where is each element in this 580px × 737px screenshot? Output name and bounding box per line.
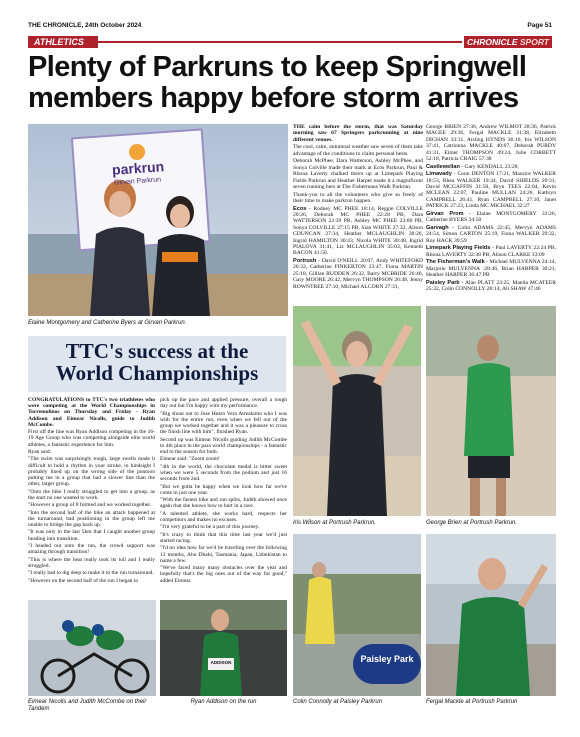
ttc-p8: "I headed out onto the run, the crowd support was amazing through transition!: [28, 542, 155, 556]
girvan-label: Girvan Prom: [426, 210, 464, 217]
page-number: Page 51: [527, 22, 552, 29]
photo-colin-illustration: [293, 534, 421, 696]
portrush-results: - David O'NEILL 20:07, Andy WHITEFORD 20:32, Catherine FINKERTON 23:47, Fiona MARTIN 25:18, Gillian RUDDEN 26:32, Barry MCBRIDE 26:40, Gary MOORE 26:42, Mervyn THOMPSON 26:48, Jenny ROWNTREE 27:10, Michael ALCORN 27:31,: [293, 258, 423, 290]
limavady-results: - Conn DENTON 17:21, Maurice WALKER 18:53, Rhea WALKER 19:34, David SHIELDS 20:31, David MCGAFFIN 21:50, Bryn TEES 22:04, Kevin MCLEAN 22:07, Pauline MULLAN 24:26, Kathryn CAMPBELL 26:41, Ryan CAMPBELL 27:10, Janet PATRICK 27:23, Linda MC MICHAEL 32:27: [426, 171, 556, 210]
ttc-c2p10: "It's crazy to think that this time last year we'd just started racing.: [160, 531, 287, 544]
section-sport: SPORT: [519, 37, 550, 47]
paisley-results: - Alan PLATT 23:25, Maeila MCATEER 25:32, Colin CONNOLLY 28:14, Ali SHAW 47:46: [426, 279, 557, 293]
photo-tandem: [28, 600, 156, 696]
photo-iris-wilson: [293, 306, 421, 516]
ttc-c2p7: "With the fastest bike and run splits, Judith showed once again that she knows how to hurt in a race.: [160, 497, 287, 510]
ttc-c2p4: Eimear said: "Zoom zoom!: [160, 456, 220, 463]
board-brand: parkrun: [111, 158, 165, 178]
caption-george: George Brien at Portrush Parkrun.: [426, 520, 518, 526]
ttc-p3: "The swim was surprisingly tough, large swells made it difficult to hold a rhythm in your stroke, in hindsight I probably lined up on the wrong side of the pontoon putting me in a group that had a slower line than the other, larger group.: [28, 456, 155, 488]
ttc-c2p8: "A talented athlete, she works hard, respects her competitors and makes no excuses.: [160, 510, 287, 523]
ttc-p7: "It was only in the last 5km that I caught another group heading into transition.: [28, 529, 155, 542]
paisley-label: Paisley Park: [426, 279, 460, 286]
lead-p1: The cool, calm, autumnal weather saw seven of them take advantage of the conditions to claim personal bests.: [293, 144, 423, 157]
section-label-athletics: ATHLETICS: [28, 36, 98, 48]
ttc-p10: "I really had to dig deep to make it to the run turnaround.: [28, 570, 154, 577]
ttc-p4: "Onto the bike I really struggled to get into a group, as the start no one wanted to work.: [28, 488, 155, 501]
ttc-c2p6: "But we gotta be happy when we look how far we've come in just one year.: [160, 483, 287, 496]
caption-tandem: Eimear Nicolls and Judith McCombe on their Tandem: [28, 699, 147, 712]
garvagh-label: Garvagh: [426, 224, 449, 231]
limepark-results: - Paul LAVERTY 22:24 PB, Rhona LAVERTY 32:38 PB, Alison CLARKE 33:09: [426, 245, 556, 258]
ttc-p9: "This is where the heat really took its toll and I really struggled.: [28, 556, 155, 569]
ttc-title-line1: TTC's success at the: [65, 339, 249, 363]
caption-colin: Colin Connolly at Paisley Parkrun: [293, 699, 383, 705]
ttc-title: [28, 340, 286, 384]
photo-ryan-addison: [160, 600, 287, 696]
castlewellan-label: Castlewellan: [426, 163, 460, 170]
section-chronicle: CHRONICLE: [466, 37, 518, 47]
photo-fergal-mackle: [426, 534, 556, 696]
ttc-title-line2: World Championships: [55, 361, 259, 385]
lead-intro: THE calm before the storm, that was Saturday morning saw 67 Springers parkrunning at nine different venues.: [293, 124, 423, 143]
photo-george-illustration: [426, 306, 556, 516]
ecos-label: Ecos: [293, 205, 307, 212]
ttc-c2p12: "We've faced many many obstacles over the year and hopefully that's the big ones out of the way for good," added Eimear.: [160, 565, 287, 584]
ttc-p11: "However on the second half of the run I began to: [28, 577, 139, 584]
photo-girvan-parkrun: [28, 124, 288, 316]
limepark-label: Limepark Playing Fields: [426, 245, 491, 252]
fishermans-walk-results: - Michael MULVENNA 24:14, Marjorie MULVENNA :28:46, Brian HARPER 30:21, Heather HARPER 36:47 PB: [426, 259, 556, 279]
ttc-c2p1: pick up the pace and applied pressure, overall a tough day out but I'm happy with my performance.: [160, 397, 287, 410]
ttc-p1: First off the line was Ryan Addison competing in the 16-19 Age Group who was competing alongside elite world athletes, a fantastic experience for him.: [28, 429, 155, 448]
portrush-results-cont: George BRIEN 27:36, Andrew WILMOT 28:36, Patrick MAGEE 29:36, Fergal MACKLE 31:38, Elizabeth DIGHAN 33:31, Aisling HYNDS 36:16, Iris WILSON 37:41, Catrionna MACKLE 40:07, Deborah PURDY 41:31, Eimer THOMPSON 49:24, Julie CORBETT 52:18, Patricia CRAIG 57:38: [426, 124, 556, 163]
bib-ryan: ADDISON: [210, 660, 232, 665]
ttc-c2p9: "I'm very grateful to be a part of this journey.: [160, 524, 260, 531]
photo-ryan-illustration: [160, 600, 287, 696]
page-header: [28, 22, 552, 32]
section-rule: [98, 41, 462, 43]
ttc-c2p11: "I'd no idea how far we'd be traveling over the following 12 months, Abu Dhabi, Tasmania, Japan, Uzbekistan to name a few.: [160, 545, 287, 564]
castlewellan-results: - Gary KENDALL 23:28,: [459, 163, 519, 170]
ttc-c2p2: "Big shout out to Jose Hearn Vera Atreakimo who I was with for the entire run, even when we fell out of the group we worked together and it was a pleasure to cross the finish line with him", finished Ryan.: [160, 410, 287, 436]
section-label-chronicle-sport: [464, 36, 552, 48]
article-lead-column: [293, 124, 423, 300]
caption-girvan: Elaine Montgomery and Catherine Byers at Girvan Parkrun.: [28, 320, 187, 326]
board-event: Girvan Parkrun: [113, 176, 162, 187]
caption-ryan: Ryan Addison on the run: [190, 699, 257, 705]
results-column: [426, 124, 556, 300]
ttc-p5: "However a group of 8 formed and we worked together.: [28, 502, 152, 509]
ttc-column-1: [28, 397, 155, 587]
photo-tandem-illustration: [28, 600, 156, 696]
ttc-c2p5: "4th in the world, the chocolate medal is bitter sweet when we were 5 seconds from the podium and just 16 seconds from 2nd.: [160, 463, 287, 483]
ttc-c2p3: Second up was Eimear Nicolls guiding Judith McCombe to 4th place in the para world championships - a fantastic end to the season for both.: [160, 436, 287, 455]
portrush-label: Portrush: [293, 258, 317, 265]
caption-fergal: Fergal Mackle at Portrush Parkrun: [426, 699, 518, 705]
headline: Plenty of Parkruns to keep Springwell members happy before storm arrives: [28, 51, 527, 114]
paper-date: THE CHRONICLE, 24th October 2024: [28, 22, 142, 29]
girvan-results: - Elaine MONTGOMERY 33:26, Catherine BYERS 34:50: [426, 210, 557, 224]
photo-george-brien: [426, 306, 556, 516]
ttc-p6: "Into the second half of the bike an attack happened at the turnaround, bad positioning in the group left me unable to bridge the gap back up.: [28, 509, 155, 528]
lead-p3: Thank-you to all the volunteers who give so freely of their time to make parkrun happen.: [293, 191, 423, 205]
section-bar: [28, 36, 552, 48]
fishermans-walk-label: The Fisherman's Walk: [426, 259, 485, 266]
paisley-banner-text: Paisley Park: [360, 654, 414, 664]
caption-iris: Iris Wilson at Portrush Parkrun.: [293, 520, 376, 526]
limavady-label: Limavady: [426, 171, 452, 178]
lead-p2: Deborah McPhee, Dara Watterson, Ashley McPhee, and Sonya Colville made their mark at Ecos Parkrun, Paul & Rhona Laverty chalked theirs up at Limepark Playing Fields Parkrun and Heather Harper made it a magnificent seven running hers at The Fishermans Walk Parkrun.: [293, 158, 423, 191]
ttc-intro: CONGRATULATIONS to TTC's two triathletes who were competing at the World Championships in Torremolinos on Thursday and Friday - Ryan Addison and Eimear Nicolls, guide to Judith McCombe.: [28, 397, 155, 428]
photo-fergal-illustration: [426, 534, 556, 696]
garvagh-results: - Colin ADAMS 22:45, Mervyn ADAMS 24:54, Simon CARTON 25:19, Fiona WALKER 29:32, Roy HACK 39:59: [426, 224, 556, 244]
photo-colin-connolly: [293, 534, 421, 696]
photo-girvan-illustration: [28, 124, 288, 316]
ttc-column-2: [160, 397, 287, 587]
ecos-results: - Rodney MC PHEE 18:14, Reggie COLVILLE 20:36, Deborah MC PHEE 22:28 PB, Dara WATTERSON 22:39 PB, Ashley MC PHEE 23:00 PB, Sonya COLVILLE 27:15 PB, Sian WHITE 27:32, Alison CDUNCAN 27:34, Heather MCLAUGHLIN 30:26, Ingrid HAMILTON 30:43, Nicola WHITE 30:48, Ingrid PIALOVA 31:41, Liz MCLAUGHLIN 35:03, Kenneth BACON 41:50.: [293, 205, 423, 257]
photo-iris-illustration: [293, 306, 421, 516]
ttc-p2: Ryan said:: [28, 449, 52, 455]
